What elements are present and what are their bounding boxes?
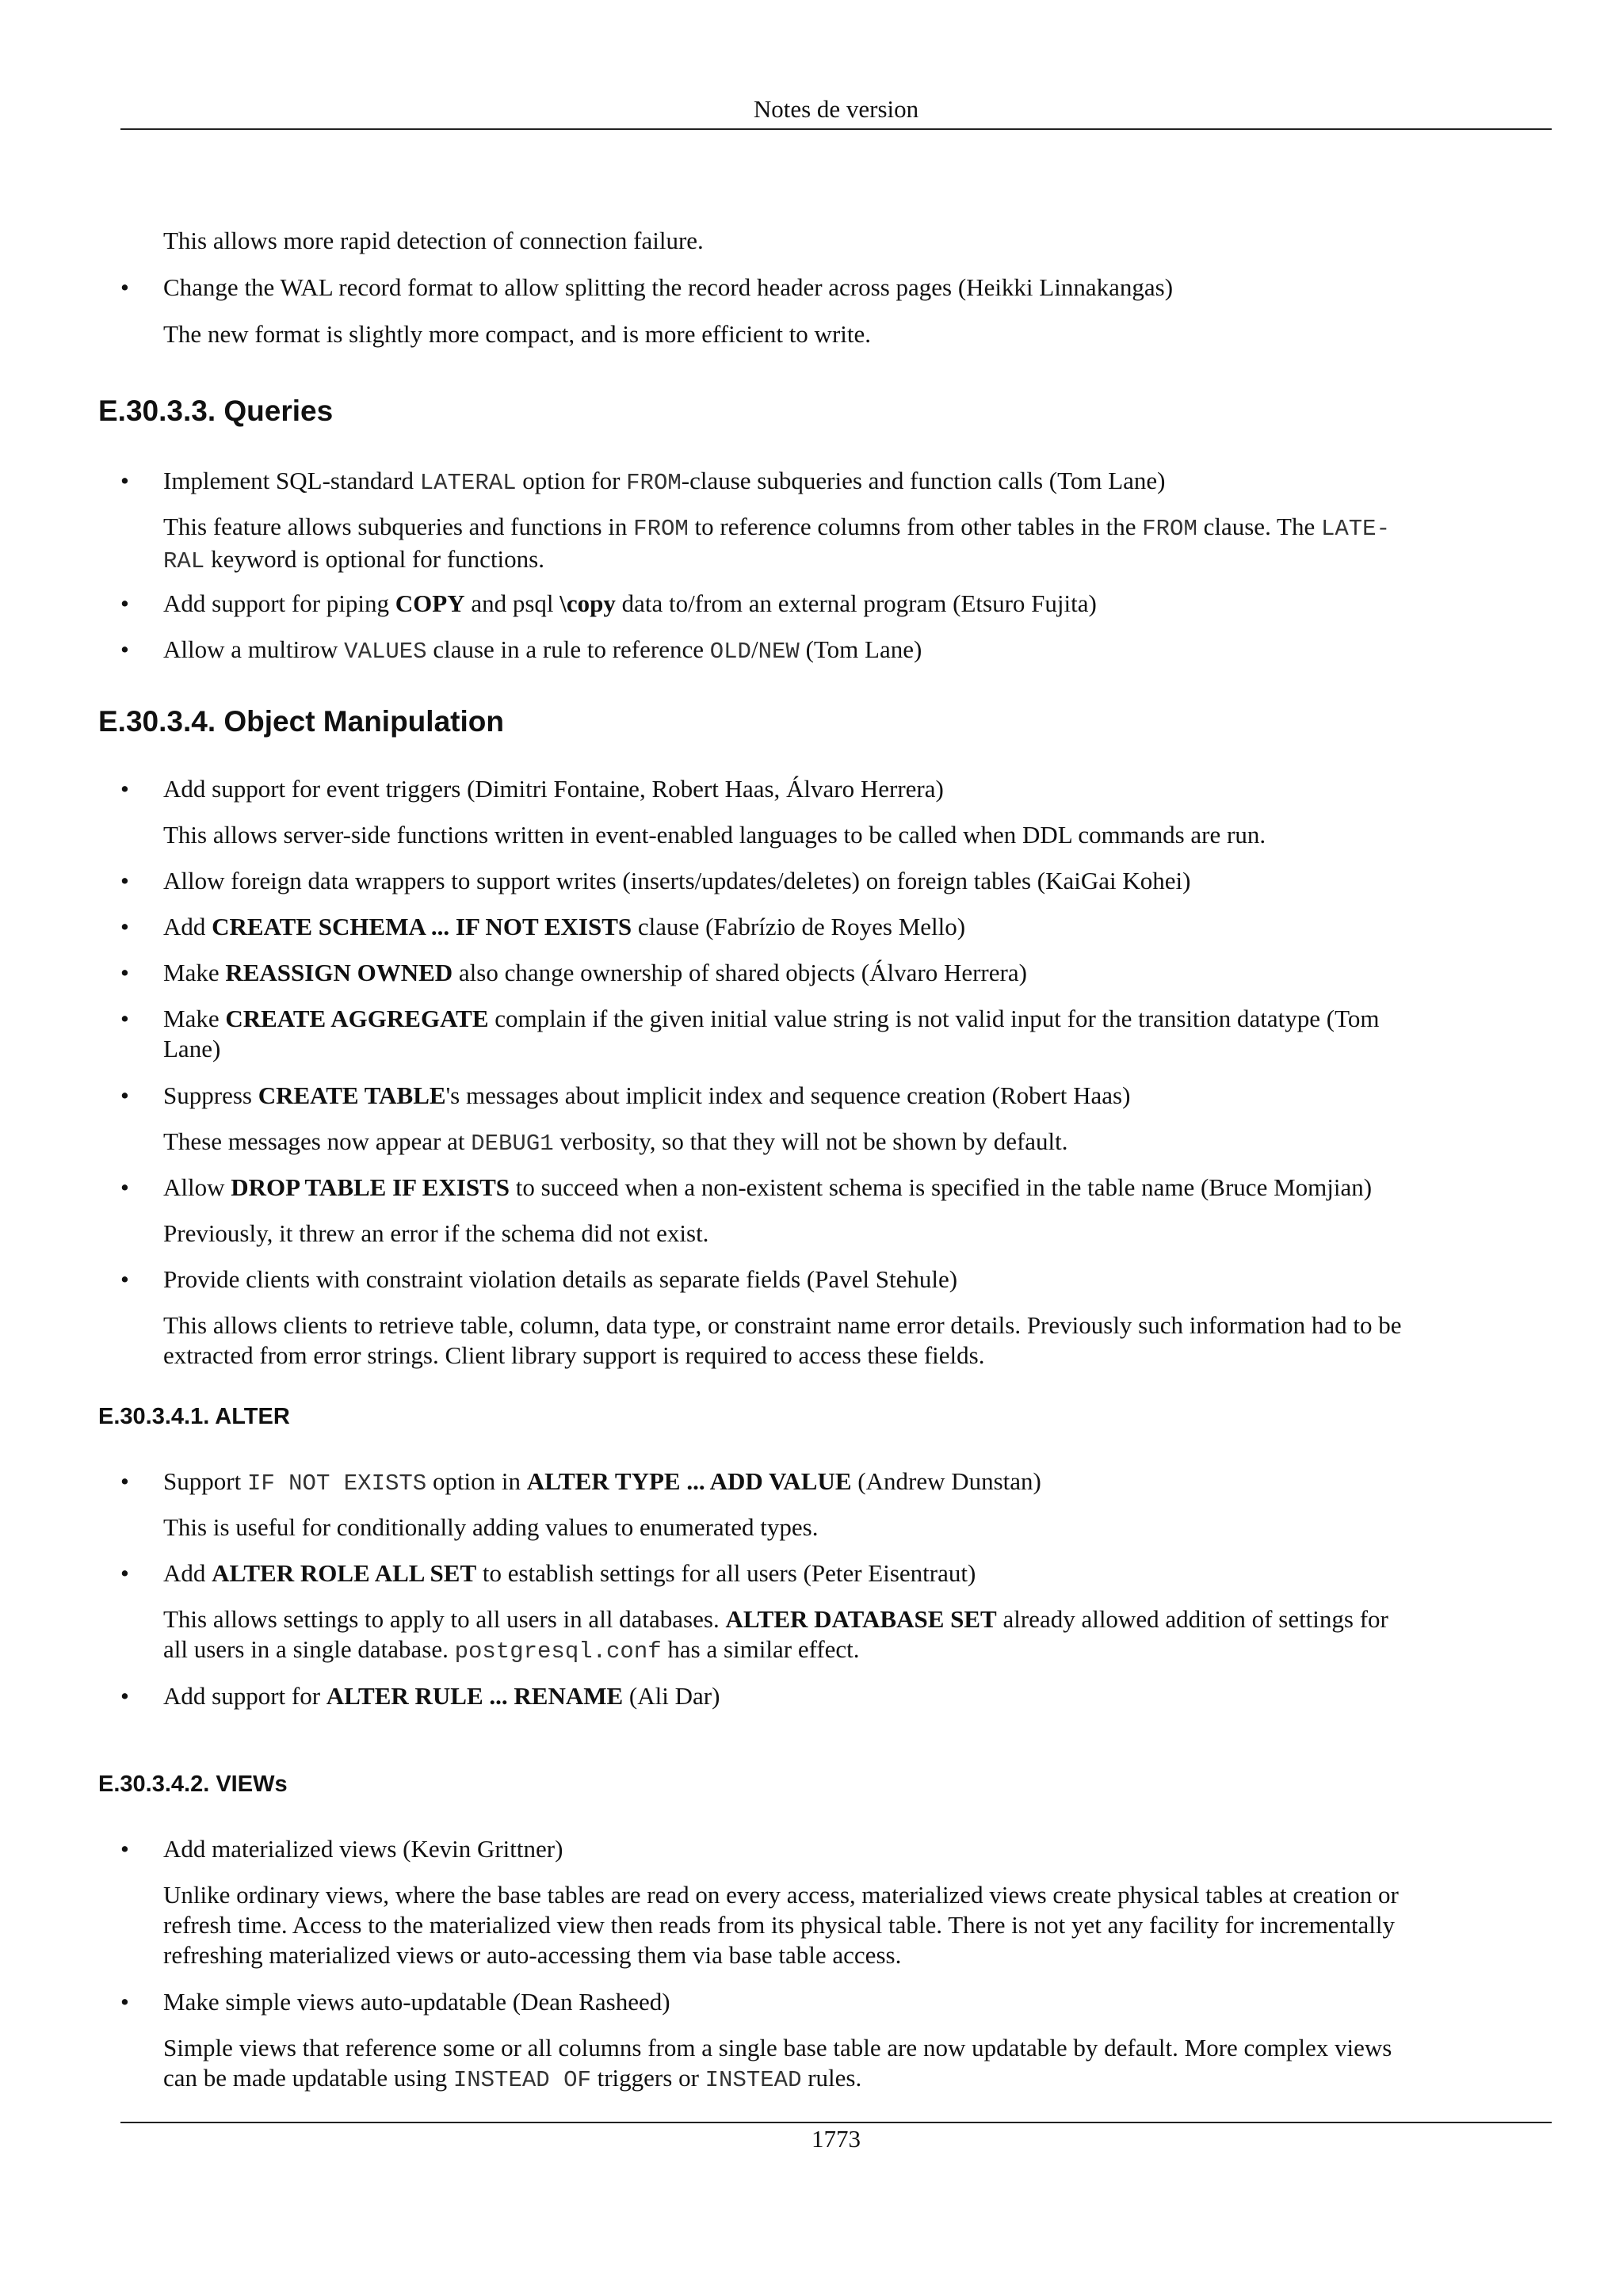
list-item: Make REASSIGN OWNED also change ownership of shared objects (Álvaro Herrera) [163,959,1027,986]
bullet-marker: • [120,467,129,494]
list-item-note: This allows clients to retrieve table, column, data type, or constraint name error details. Previously such information had to be extracted from error strings. Client library support is required to access these fields. [163,1311,1402,1369]
list-item: Make CREATE AGGREGATE complain if the given initial value string is not valid input for the transition datatype (Tom Lane) [163,1005,1380,1062]
bullet-marker: • [120,1467,129,1495]
list-item-note: Unlike ordinary views, where the base tables are read on every access, materialized views create physical tables at creation or refresh time. Access to the materialized view then reads from its physical table. There is not yet any facility for incrementally refreshing materialized views or auto-accessing them via base table access. [163,1881,1399,1969]
list-item: Add support for piping COPY and psql \copy data to/from an external program (Etsuro Fujita) [163,589,1097,617]
bullet-marker: • [120,1005,129,1032]
list-item: Allow DROP TABLE IF EXISTS to succeed when a non-existent schema is specified in the table name (Bruce Momjian) [163,1173,1373,1201]
list-item-note: The new format is slightly more compact, and is more efficient to write. [163,320,872,348]
list-item: Add support for ALTER RULE ... RENAME (Ali Dar) [163,1682,720,1710]
section-heading-object-manipulation: E.30.3.4. Object Manipulation [98,705,504,738]
bullet-marker: • [120,589,129,617]
list-item: Suppress CREATE TABLE's messages about implicit index and sequence creation (Robert Haas) [163,1081,1131,1109]
subsection-heading-alter: E.30.3.4.1. ALTER [98,1404,290,1429]
subsection-heading-views: E.30.3.4.2. VIEWs [98,1772,288,1797]
bullet-marker: • [120,959,129,986]
bullet-marker: • [120,1835,129,1863]
list-item: Implement SQL-standard LATERAL option for FROM-clause subqueries and function calls (Tom Lane) [163,467,1166,496]
list-item-note: Simple views that reference some or all columns from a single base table are now updatable by default. More complex views can be made updatable using INSTEAD OF triggers or INSTEAD rules. [163,2034,1392,2093]
bullet-marker: • [120,1173,129,1201]
bullet-marker: • [120,1988,129,2016]
list-item: Allow foreign data wrappers to support writes (inserts/updates/deletes) on foreign tables (KaiGai Kohei) [163,867,1191,894]
list-item: Support IF NOT EXISTS option in ALTER TYPE ... ADD VALUE (Andrew Dunstan) [163,1467,1041,1497]
list-item-note: This allows server-side functions written in event-enabled languages to be called when DDL commands are run. [163,821,1266,849]
bullet-marker: • [120,1081,129,1109]
bullet-marker: • [120,273,129,301]
list-item: Add CREATE SCHEMA ... IF NOT EXISTS clause (Fabrízio de Royes Mello) [163,913,966,940]
list-item-note: This feature allows subqueries and functions in FROM to reference columns from other tables in the FROM clause. The LATE- RAL keyword is optional for functions. [163,513,1390,574]
list-item-note: Previously, it threw an error if the schema did not exist. [163,1219,709,1247]
list-item-note: This is useful for conditionally adding values to enumerated types. [163,1513,819,1541]
list-item: Add support for event triggers (Dimitri Fontaine, Robert Haas, Álvaro Herrera) [163,775,944,803]
list-item: Change the WAL record format to allow splitting the record header across pages (Heikki Linnakangas) [163,273,1174,301]
paragraph: This allows more rapid detection of connection failure. [163,227,704,254]
bullet-marker: • [120,775,129,803]
list-item-note: This allows settings to apply to all users in all databases. ALTER DATABASE SET already allowed addition of settings for all users in a single database. postgresql.conf has a similar effect. [163,1605,1388,1665]
section-heading-queries: E.30.3.3. Queries [98,395,334,427]
bullet-marker: • [120,867,129,894]
bullet-marker: • [120,635,129,663]
page-number: 1773 [812,2125,861,2153]
list-item: Allow a multirow VALUES clause in a rule to reference OLD/NEW (Tom Lane) [163,635,922,665]
bullet-marker: • [120,1559,129,1587]
running-header: Notes de version [753,95,919,123]
list-item: Make simple views auto-updatable (Dean Rasheed) [163,1988,670,2016]
bullet-marker: • [120,1265,129,1293]
list-item: Add ALTER ROLE ALL SET to establish settings for all users (Peter Eisentraut) [163,1559,976,1587]
list-item: Provide clients with constraint violation details as separate fields (Pavel Stehule) [163,1265,958,1293]
bullet-marker: • [120,1682,129,1710]
bullet-marker: • [120,913,129,940]
header-rule [120,128,1552,130]
list-item: Add materialized views (Kevin Grittner) [163,1835,563,1863]
list-item-note: These messages now appear at DEBUG1 verbosity, so that they will not be shown by default. [163,1127,1068,1157]
